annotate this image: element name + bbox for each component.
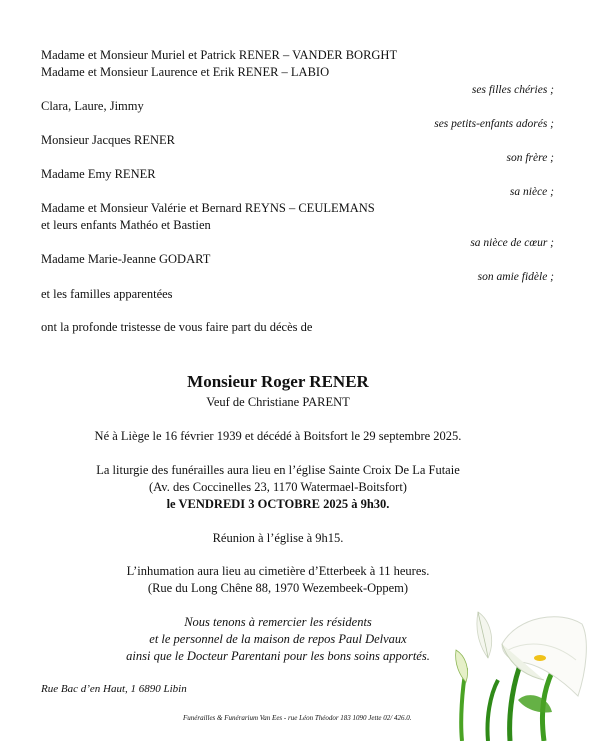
family-line: Madame et Monsieur Laurence et Erik RENER – LABIO (41, 65, 330, 79)
thanks-line: Nous tenons à remercier les résidents (184, 615, 372, 629)
relation-label: sa nièce de cœur ; (470, 237, 554, 249)
relation-label: son frère ; (506, 152, 554, 164)
burial-line: L’inhumation aura lieu au cimetière d’Etterbeek à 11 heures. (126, 564, 430, 578)
calla-lily-icon (448, 600, 592, 741)
relation-label: son amie fidèle ; (477, 271, 554, 283)
relation-label: ses petits-enfants adorés ; (434, 118, 554, 130)
families-line: et les familles apparentées (41, 287, 173, 301)
relation-label: ses filles chéries ; (471, 84, 554, 96)
family-line: et leurs enfants Mathéo et Bastien (41, 218, 211, 232)
home-address: Rue Bac d’en Haut, 1 6890 Libin (41, 683, 187, 695)
burial-address: (Rue du Long Chêne 88, 1970 Wezembeek-Oppem) (147, 581, 409, 595)
funeral-home-footer: Funérailles & Funérarium Van Ees - rue Léon Théodor 183 1090 Jette 02/ 426.0. (183, 714, 412, 722)
family-line: Madame et Monsieur Valérie et Bernard REYNS – CEULEMANS (41, 201, 375, 215)
family-line: Madame et Monsieur Muriel et Patrick RENER – VANDER BORGHT (41, 48, 398, 62)
thanks-line: ainsi que le Docteur Parentani pour les bons soins apportés. (126, 649, 430, 663)
birth-death: Né à Liège le 16 février 1939 et décédé à Boitsfort le 29 septembre 2025. (94, 429, 462, 443)
family-line: Madame Marie-Jeanne GODART (41, 252, 211, 266)
deceased-name: Monsieur Roger RENER (187, 372, 369, 391)
reunion-line: Réunion à l’église à 9h15. (212, 531, 344, 545)
thanks-line: et le personnel de la maison de repos Paul Delvaux (149, 632, 407, 646)
widower-line: Veuf de Christiane PARENT (206, 395, 350, 409)
announcement: ont la profonde tristesse de vous faire part du décès de (41, 320, 313, 334)
relation-label: sa nièce ; (509, 186, 554, 198)
family-line: Madame Emy RENER (41, 167, 156, 181)
family-line: Monsieur Jacques RENER (41, 133, 176, 147)
liturgy-line: La liturgie des funérailles aura lieu en l’église Sainte Croix De La Futaie (96, 463, 460, 477)
liturgy-address: (Av. des Coccinelles 23, 1170 Watermael-Boitsfort) (149, 480, 407, 494)
family-line: Clara, Laure, Jimmy (41, 99, 144, 113)
liturgy-date: le VENDREDI 3 OCTOBRE 2025 à 9h30. (166, 497, 390, 511)
